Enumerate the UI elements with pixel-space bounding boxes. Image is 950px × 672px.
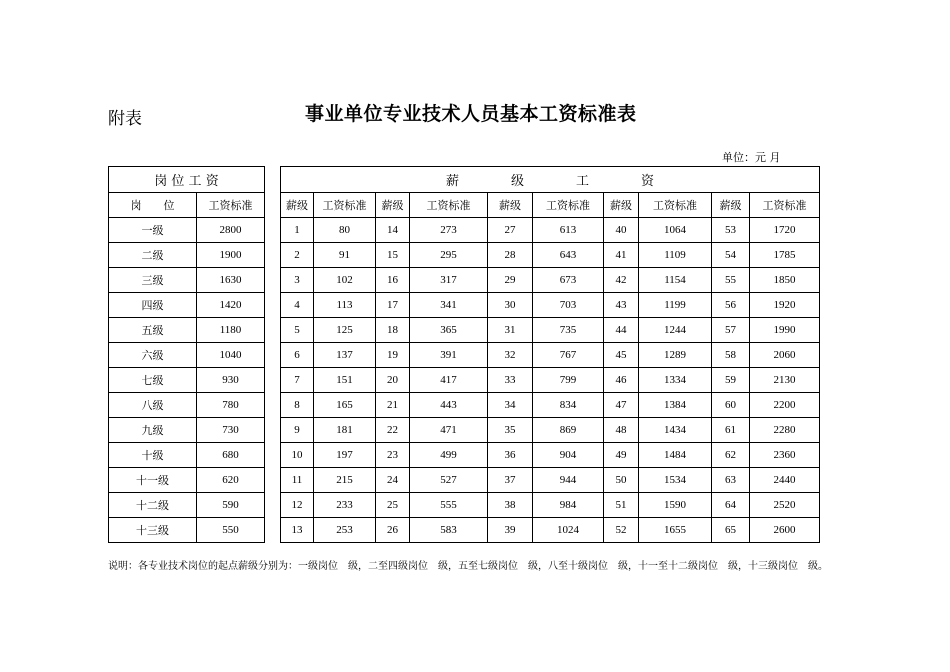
column-header: 工资标准 xyxy=(410,193,488,218)
salary-grade-cell: 27 xyxy=(488,218,533,243)
salary-grade-cell: 8 xyxy=(281,393,314,418)
salary-grade-cell: 17 xyxy=(376,293,410,318)
salary-standard-cell: 730 xyxy=(197,418,265,443)
column-header: 薪级 xyxy=(281,193,314,218)
salary-standard-cell: 499 xyxy=(410,443,488,468)
salary-standard-cell: 317 xyxy=(410,268,488,293)
position-salary-table xyxy=(108,166,265,543)
salary-grade-cell: 43 xyxy=(604,293,639,318)
salary-standard-cell: 91 xyxy=(314,243,376,268)
salary-standard-cell: 799 xyxy=(533,368,604,393)
table-row xyxy=(281,468,820,493)
salary-standard-cell: 2360 xyxy=(750,443,820,468)
table-row xyxy=(109,393,265,418)
salary-grade-cell: 28 xyxy=(488,243,533,268)
salary-standard-cell: 391 xyxy=(410,343,488,368)
salary-grade-cell: 20 xyxy=(376,368,410,393)
salary-grade-cell: 64 xyxy=(712,493,750,518)
salary-standard-cell: 1785 xyxy=(750,243,820,268)
salary-standard-cell: 2280 xyxy=(750,418,820,443)
salary-standard-cell: 1990 xyxy=(750,318,820,343)
salary-grade-cell: 5 xyxy=(281,318,314,343)
salary-grade-cell: 10 xyxy=(281,443,314,468)
salary-standard-cell: 1334 xyxy=(639,368,712,393)
salary-grade-cell: 47 xyxy=(604,393,639,418)
salary-grade-cell: 50 xyxy=(604,468,639,493)
salary-grade-cell: 23 xyxy=(376,443,410,468)
table-row xyxy=(109,468,265,493)
salary-standard-cell: 1655 xyxy=(639,518,712,543)
salary-grade-cell: 34 xyxy=(488,393,533,418)
table-row xyxy=(281,493,820,518)
salary-grade-cell: 46 xyxy=(604,368,639,393)
salary-standard-cell: 1900 xyxy=(197,243,265,268)
table-row xyxy=(109,293,265,318)
salary-grade-cell: 52 xyxy=(604,518,639,543)
salary-standard-cell: 181 xyxy=(314,418,376,443)
position-level-cell: 八级 xyxy=(109,393,197,418)
salary-standard-cell: 102 xyxy=(314,268,376,293)
salary-standard-cell: 165 xyxy=(314,393,376,418)
column-header: 薪级 xyxy=(712,193,750,218)
salary-grade-cell: 18 xyxy=(376,318,410,343)
salary-grade-cell: 56 xyxy=(712,293,750,318)
salary-grade-cell: 32 xyxy=(488,343,533,368)
column-header: 薪级 xyxy=(604,193,639,218)
salary-standard-cell: 834 xyxy=(533,393,604,418)
table-row xyxy=(109,493,265,518)
salary-grade-cell: 51 xyxy=(604,493,639,518)
column-header: 工资标准 xyxy=(533,193,604,218)
salary-standard-cell: 673 xyxy=(533,268,604,293)
salary-grade-cell: 26 xyxy=(376,518,410,543)
salary-grade-cell: 57 xyxy=(712,318,750,343)
salary-standard-cell: 197 xyxy=(314,443,376,468)
salary-standard-cell: 643 xyxy=(533,243,604,268)
salary-grade-cell: 48 xyxy=(604,418,639,443)
salary-grade-cell: 39 xyxy=(488,518,533,543)
salary-standard-cell: 80 xyxy=(314,218,376,243)
table-row xyxy=(109,443,265,468)
salary-standard-cell: 1199 xyxy=(639,293,712,318)
salary-grade-cell: 9 xyxy=(281,418,314,443)
position-level-cell: 六级 xyxy=(109,343,197,368)
salary-grade-cell: 53 xyxy=(712,218,750,243)
salary-grade-cell: 41 xyxy=(604,243,639,268)
salary-grade-cell: 4 xyxy=(281,293,314,318)
column-header: 工资标准 xyxy=(197,193,265,218)
attachment-label: 附表 xyxy=(108,109,142,129)
salary-grade-cell: 44 xyxy=(604,318,639,343)
salary-grade-cell: 37 xyxy=(488,468,533,493)
salary-standard-cell: 984 xyxy=(533,493,604,518)
salary-grade-cell: 16 xyxy=(376,268,410,293)
salary-grade-cell: 61 xyxy=(712,418,750,443)
salary-standard-cell: 930 xyxy=(197,368,265,393)
salary-grade-cell: 33 xyxy=(488,368,533,393)
salary-standard-cell: 1109 xyxy=(639,243,712,268)
salary-grade-table xyxy=(280,166,820,543)
table-row xyxy=(281,243,820,268)
table-row xyxy=(109,243,265,268)
salary-standard-cell: 735 xyxy=(533,318,604,343)
salary-grade-cell: 60 xyxy=(712,393,750,418)
position-level-cell: 三级 xyxy=(109,268,197,293)
table-row xyxy=(281,268,820,293)
table-row xyxy=(109,318,265,343)
salary-grade-cell: 19 xyxy=(376,343,410,368)
table-row xyxy=(281,443,820,468)
position-salary-header: 岗 位 工 资 xyxy=(109,167,265,193)
salary-standard-cell: 1244 xyxy=(639,318,712,343)
salary-grade-cell: 59 xyxy=(712,368,750,393)
salary-grade-cell: 35 xyxy=(488,418,533,443)
salary-standard-cell: 151 xyxy=(314,368,376,393)
salary-standard-cell: 620 xyxy=(197,468,265,493)
salary-grade-cell: 55 xyxy=(712,268,750,293)
salary-grade-cell: 25 xyxy=(376,493,410,518)
table-row xyxy=(109,268,265,293)
salary-standard-cell: 1920 xyxy=(750,293,820,318)
position-level-cell: 五级 xyxy=(109,318,197,343)
salary-standard-cell: 2440 xyxy=(750,468,820,493)
salary-grade-cell: 62 xyxy=(712,443,750,468)
table-row xyxy=(109,343,265,368)
position-level-cell: 十二级 xyxy=(109,493,197,518)
table-row xyxy=(281,518,820,543)
table-row xyxy=(281,418,820,443)
unit-label: 单位：元 月 xyxy=(722,151,781,164)
column-header: 薪级 xyxy=(488,193,533,218)
salary-grade-cell: 30 xyxy=(488,293,533,318)
salary-standard-cell: 1040 xyxy=(197,343,265,368)
column-header: 工资标准 xyxy=(314,193,376,218)
salary-standard-cell: 1590 xyxy=(639,493,712,518)
salary-standard-cell: 2060 xyxy=(750,343,820,368)
position-level-cell: 十级 xyxy=(109,443,197,468)
salary-grade-cell: 36 xyxy=(488,443,533,468)
salary-standard-cell: 1420 xyxy=(197,293,265,318)
column-header: 薪级 xyxy=(376,193,410,218)
table-row xyxy=(281,368,820,393)
salary-grade-cell: 31 xyxy=(488,318,533,343)
salary-standard-cell: 1534 xyxy=(639,468,712,493)
salary-standard-cell: 2800 xyxy=(197,218,265,243)
table-row xyxy=(281,293,820,318)
salary-standard-cell: 1064 xyxy=(639,218,712,243)
salary-standard-cell: 295 xyxy=(410,243,488,268)
salary-standard-cell: 1484 xyxy=(639,443,712,468)
salary-grade-cell: 22 xyxy=(376,418,410,443)
salary-standard-cell: 1720 xyxy=(750,218,820,243)
salary-standard-cell: 2520 xyxy=(750,493,820,518)
salary-standard-cell: 443 xyxy=(410,393,488,418)
salary-standard-cell: 1289 xyxy=(639,343,712,368)
position-level-cell: 四级 xyxy=(109,293,197,318)
salary-standard-cell: 1384 xyxy=(639,393,712,418)
salary-standard-cell: 273 xyxy=(410,218,488,243)
salary-standard-cell: 253 xyxy=(314,518,376,543)
footnote: 说明：各专业技术岗位的起点薪级分别为：一级岗位 级，二至四级岗位 级，五至七级岗位 级，八至十级岗位 级，十一至十二级岗位 级，十三级岗位 级。 xyxy=(108,561,828,572)
salary-standard-cell: 417 xyxy=(410,368,488,393)
salary-grade-cell: 2 xyxy=(281,243,314,268)
salary-grade-cell: 63 xyxy=(712,468,750,493)
salary-grade-cell: 6 xyxy=(281,343,314,368)
salary-standard-cell: 1850 xyxy=(750,268,820,293)
table-row xyxy=(281,218,820,243)
salary-grade-cell: 45 xyxy=(604,343,639,368)
salary-standard-cell: 1154 xyxy=(639,268,712,293)
salary-standard-cell: 215 xyxy=(314,468,376,493)
salary-standard-cell: 2200 xyxy=(750,393,820,418)
position-level-cell: 十一级 xyxy=(109,468,197,493)
salary-standard-cell: 1180 xyxy=(197,318,265,343)
salary-grade-header: 薪 级 工 资 xyxy=(281,167,820,193)
salary-standard-cell: 680 xyxy=(197,443,265,468)
salary-standard-cell: 869 xyxy=(533,418,604,443)
table-row xyxy=(281,318,820,343)
table-row xyxy=(109,418,265,443)
salary-grade-cell: 14 xyxy=(376,218,410,243)
position-level-cell: 七级 xyxy=(109,368,197,393)
salary-grade-cell: 49 xyxy=(604,443,639,468)
page-title: 事业单位专业技术人员基本工资标准表 xyxy=(305,103,637,125)
salary-grade-cell: 38 xyxy=(488,493,533,518)
salary-standard-cell: 233 xyxy=(314,493,376,518)
column-header: 工资标准 xyxy=(750,193,820,218)
salary-grade-cell: 29 xyxy=(488,268,533,293)
salary-standard-cell: 1434 xyxy=(639,418,712,443)
salary-grade-cell: 11 xyxy=(281,468,314,493)
salary-standard-cell: 767 xyxy=(533,343,604,368)
group-header-row xyxy=(281,167,820,193)
salary-standard-cell: 944 xyxy=(533,468,604,493)
salary-standard-cell: 583 xyxy=(410,518,488,543)
salary-standard-cell: 471 xyxy=(410,418,488,443)
salary-standard-cell: 590 xyxy=(197,493,265,518)
table-row xyxy=(109,368,265,393)
salary-standard-cell: 113 xyxy=(314,293,376,318)
salary-standard-cell: 365 xyxy=(410,318,488,343)
salary-standard-cell: 1630 xyxy=(197,268,265,293)
salary-standard-cell: 703 xyxy=(533,293,604,318)
salary-standard-cell: 137 xyxy=(314,343,376,368)
salary-standard-cell: 2600 xyxy=(750,518,820,543)
salary-grade-cell: 1 xyxy=(281,218,314,243)
column-header: 岗 位 xyxy=(109,193,197,218)
group-header-row xyxy=(109,167,265,193)
column-header: 工资标准 xyxy=(639,193,712,218)
salary-grade-cell: 15 xyxy=(376,243,410,268)
position-level-cell: 九级 xyxy=(109,418,197,443)
salary-grade-cell: 24 xyxy=(376,468,410,493)
salary-grade-cell: 3 xyxy=(281,268,314,293)
salary-grade-cell: 54 xyxy=(712,243,750,268)
salary-standard-cell: 527 xyxy=(410,468,488,493)
salary-grade-cell: 12 xyxy=(281,493,314,518)
position-level-cell: 二级 xyxy=(109,243,197,268)
salary-standard-cell: 904 xyxy=(533,443,604,468)
salary-standard-cell: 550 xyxy=(197,518,265,543)
salary-grade-cell: 65 xyxy=(712,518,750,543)
column-header-row xyxy=(109,193,265,218)
table-row xyxy=(281,343,820,368)
salary-standard-cell: 613 xyxy=(533,218,604,243)
salary-grade-cell: 42 xyxy=(604,268,639,293)
table-row xyxy=(281,393,820,418)
salary-standard-cell: 125 xyxy=(314,318,376,343)
position-level-cell: 一级 xyxy=(109,218,197,243)
salary-grade-cell: 21 xyxy=(376,393,410,418)
salary-standard-cell: 1024 xyxy=(533,518,604,543)
salary-standard-cell: 555 xyxy=(410,493,488,518)
table-row xyxy=(109,518,265,543)
position-level-cell: 十三级 xyxy=(109,518,197,543)
column-header-row xyxy=(281,193,820,218)
salary-grade-cell: 40 xyxy=(604,218,639,243)
salary-standard-cell: 780 xyxy=(197,393,265,418)
salary-standard-cell: 2130 xyxy=(750,368,820,393)
salary-grade-cell: 58 xyxy=(712,343,750,368)
salary-standard-cell: 341 xyxy=(410,293,488,318)
salary-grade-cell: 13 xyxy=(281,518,314,543)
salary-grade-cell: 7 xyxy=(281,368,314,393)
table-row xyxy=(109,218,265,243)
